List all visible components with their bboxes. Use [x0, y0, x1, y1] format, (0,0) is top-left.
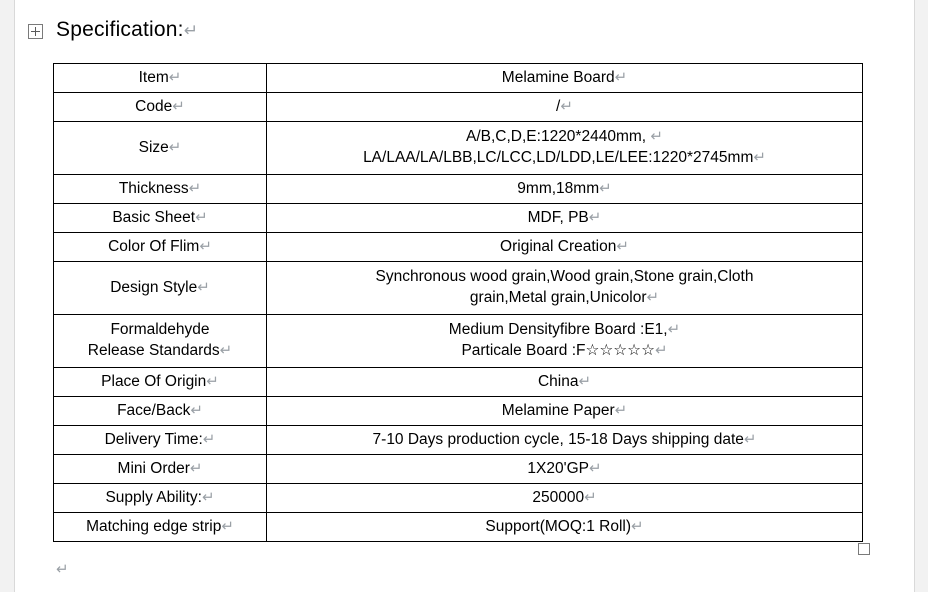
paragraph-mark-icon: ↵: [743, 430, 757, 448]
cell-text: Medium Densityfibre Board :E1,: [448, 321, 668, 339]
paragraph-mark-icon: ↵: [201, 488, 215, 506]
paragraph-mark-icon: ↵: [168, 138, 182, 156]
paragraph-mark-icon: ↵: [219, 342, 233, 359]
row-value-place-of-origin: [267, 368, 863, 397]
row-value-mini-order: [267, 455, 863, 484]
cell-text: Supply Ability:: [105, 488, 202, 506]
paragraph-mark-icon: ↵: [631, 517, 644, 535]
row-value-delivery-time: [267, 426, 863, 455]
row-label-item: [54, 64, 267, 93]
cell-text: 250000: [532, 488, 585, 506]
paragraph-mark-icon: ↵: [588, 459, 602, 477]
row-label-basic-sheet: [54, 204, 267, 233]
cell-text: A/B,C,D,E:1220*2440mm,: [466, 128, 647, 146]
table-row: [54, 233, 863, 262]
table-row: [54, 397, 863, 426]
paragraph-mark-icon: ↵: [753, 149, 766, 166]
row-value-matching-edge-strip: [267, 513, 863, 542]
paragraph-mark-icon: ↵: [599, 179, 612, 197]
table-row: [54, 426, 863, 455]
table-row: [54, 122, 863, 175]
cell-text: Particale Board :F☆☆☆☆☆: [461, 342, 655, 359]
paragraph-mark-icon: ↵: [588, 208, 602, 226]
cell-text: Face/Back: [117, 401, 191, 419]
paragraph-mark-icon: ↵: [197, 278, 210, 296]
table-row: [54, 262, 863, 315]
row-label-size: [54, 122, 267, 175]
paragraph-mark-icon: ↵: [614, 401, 628, 419]
paragraph-mark-icon: ↵: [646, 289, 660, 306]
row-label-color-of-flim: [54, 233, 267, 262]
row-value-face-back: [267, 397, 863, 426]
paragraph-mark-icon: ↵: [616, 237, 629, 255]
cell-text: Matching edge strip: [86, 517, 222, 535]
paragraph-mark-icon: ↵: [195, 208, 208, 226]
cell-text: China: [537, 372, 579, 390]
cell-text: Support(MOQ:1 Roll): [485, 517, 631, 535]
row-label-thickness: [54, 175, 267, 204]
table-row: [54, 368, 863, 397]
table-move-handle[interactable]: [28, 24, 43, 39]
cell-text: 7-10 Days production cycle, 15-18 Days shipping date: [372, 430, 744, 448]
table-row: [54, 315, 863, 368]
cell-text: 9mm,18mm: [517, 179, 600, 197]
cell-text: Release Standards: [87, 342, 220, 359]
table-row: [54, 93, 863, 122]
row-label-place-of-origin: [54, 368, 267, 397]
table-row: [54, 175, 863, 204]
specification-table: [53, 63, 863, 542]
page-title: [56, 18, 198, 42]
page-left-margin: [0, 0, 15, 592]
paragraph-mark-icon: ↵: [188, 179, 202, 197]
row-value-design-style: [267, 262, 863, 315]
row-label-supply-ability: [54, 484, 267, 513]
cell-text: Design Style: [110, 278, 198, 296]
paragraph-mark-icon: ↵: [206, 372, 219, 390]
table-row: [54, 204, 863, 233]
row-value-color-of-flim: [267, 233, 863, 262]
row-value-size: [267, 122, 863, 175]
row-value-basic-sheet: [267, 204, 863, 233]
cell-text: MDF, PB: [527, 208, 589, 226]
cell-text: Place Of Origin: [101, 372, 207, 390]
paragraph-mark-icon: ↵: [199, 237, 212, 255]
paragraph-mark-icon: ↵: [654, 342, 668, 359]
paragraph-mark-icon: ↵: [578, 372, 592, 390]
paragraph-mark-icon: ↵: [202, 430, 216, 448]
paragraph-mark-icon: ↵: [560, 97, 573, 115]
row-label-mini-order: [54, 455, 267, 484]
trailing-paragraph-mark: ↵: [56, 561, 69, 578]
table-row: [54, 484, 863, 513]
cell-text: /: [556, 97, 561, 115]
cell-text: Melamine Paper: [501, 401, 615, 419]
row-label-code: [54, 93, 267, 122]
row-value-item: [267, 64, 863, 93]
paragraph-mark-icon: ↵: [190, 401, 203, 419]
cell-text: grain,Metal grain,Unicolor: [469, 289, 647, 306]
row-label-matching-edge-strip: [54, 513, 267, 542]
row-value-supply-ability: [267, 484, 863, 513]
paragraph-mark-icon: ↵: [172, 97, 185, 115]
table-row: [54, 455, 863, 484]
cell-text: Size: [138, 138, 169, 156]
page-title-text: Specification:: [56, 18, 184, 41]
row-value-thickness: [267, 175, 863, 204]
cell-text: Code: [135, 97, 173, 115]
cell-text: Basic Sheet: [112, 208, 196, 226]
paragraph-mark-icon: ↵: [168, 68, 182, 86]
paragraph-mark-icon: ↵: [650, 128, 663, 146]
row-label-delivery-time: [54, 426, 267, 455]
cell-text: Thickness: [118, 179, 189, 197]
cell-text: Mini Order: [117, 459, 190, 477]
cell-text: LA/LAA/LA/LBB,LC/LCC,LD/LDD,LE/LEE:1220*2745mm: [363, 149, 754, 166]
cell-text: Formaldehyde: [110, 321, 210, 339]
paragraph-mark-icon: ↵: [189, 459, 203, 477]
cell-text: Item: [138, 68, 169, 86]
row-value-formaldehyde-release-standards: [267, 315, 863, 368]
paragraph-mark-icon: ↵: [221, 517, 234, 535]
row-label-design-style: [54, 262, 267, 315]
cell-text: Original Creation: [500, 237, 617, 255]
page-right-margin: [914, 0, 928, 592]
table-row: [54, 64, 863, 93]
paragraph-mark-icon: ↵: [667, 321, 681, 339]
cell-text: Synchronous wood grain,Wood grain,Stone grain,Cloth: [375, 268, 754, 286]
table-row: [54, 513, 863, 542]
paragraph-mark-icon: ↵: [614, 68, 628, 86]
row-label-formaldehyde-release-standards: [54, 315, 267, 368]
cell-text: Melamine Board: [501, 68, 615, 86]
row-value-code: [267, 93, 863, 122]
paragraph-mark-icon: ↵: [584, 488, 597, 506]
cell-text: Delivery Time:: [104, 430, 203, 448]
table-resize-handle[interactable]: [858, 543, 870, 555]
cell-text: 1X20'GP: [527, 459, 589, 477]
paragraph-mark-icon: ↵: [183, 21, 199, 40]
cell-text: Color Of Flim: [108, 237, 200, 255]
row-label-face-back: [54, 397, 267, 426]
